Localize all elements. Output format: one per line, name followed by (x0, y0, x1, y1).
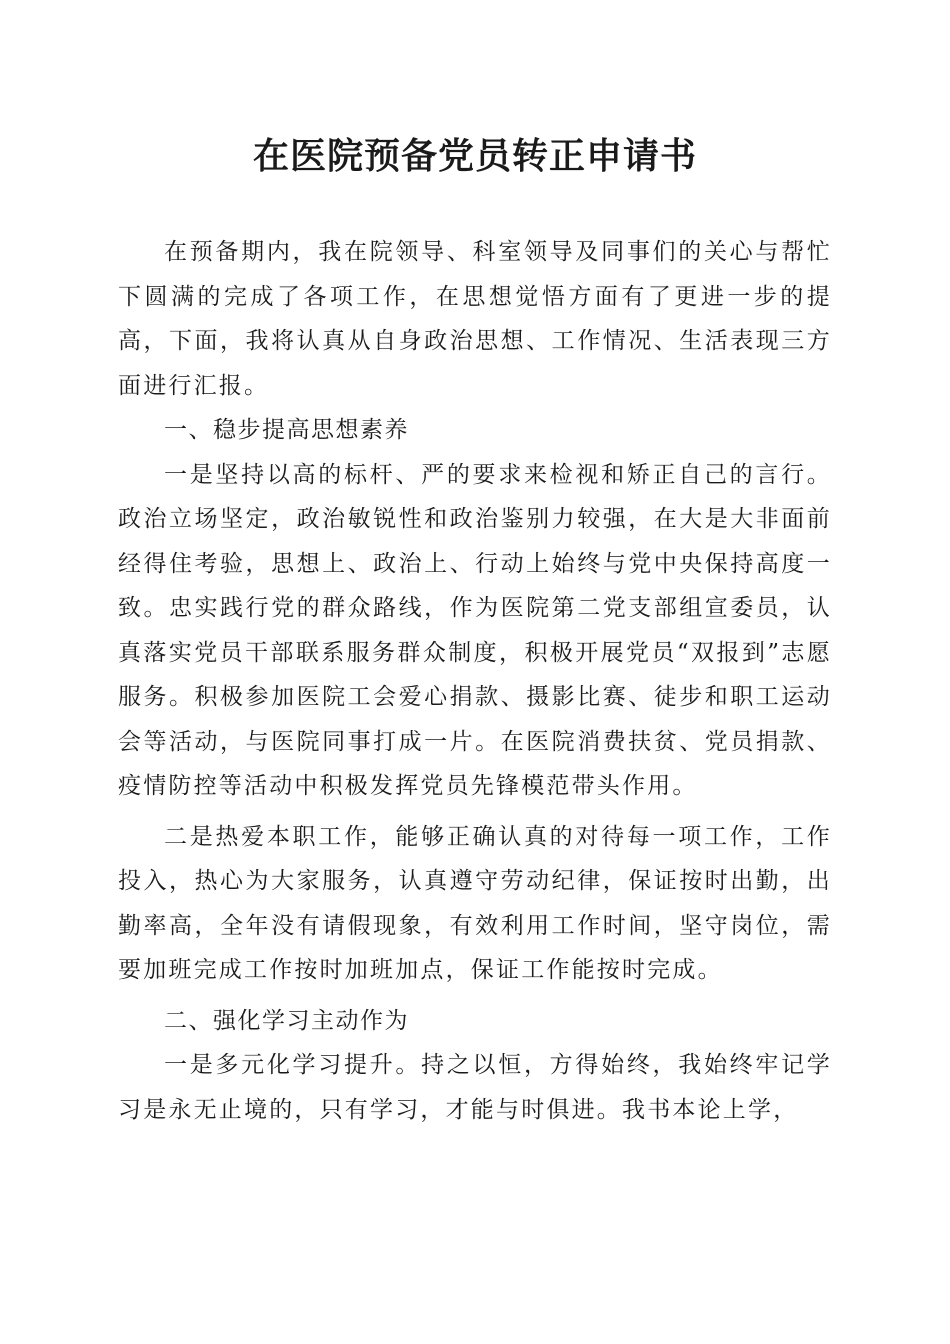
document-title: 在医院预备党员转正申请书 (252, 135, 697, 177)
section-1-paragraph-1: 一是坚持以高的标杆、严的要求来检视和矫正自己的言行。政治立场坚定，政治敏锐性和政治鉴别力较强，在大是大非面前经得住考验，思想上、政治上、行动上始终与党中央保持高度一致。忠实践行党的群众路线，作为医院第二党支部组宣委员，认真落实党员干部联系服务群众制度，积极开展党员“双报到”志愿服务。积极参加医院工会爱心捐款、摄影比赛、徒步和职工运动会等活动，与医院同事打成一片。在医院消费扶贫、党员捐款、疫情防控等活动中积极发挥党员先锋模范带头作用。 (118, 461, 832, 799)
intro-paragraph: 在预备期内，我在院领导、科室领导及同事们的关心与帮忙下圆满的完成了各项工作，在思想觉悟方面有了更进一步的提高，下面，我将认真从自身政治思想、工作情况、生活表现三方面进行汇报。 (118, 239, 832, 399)
section-1-heading: 一、稳步提高思想素养 (164, 417, 409, 443)
document-body (118, 230, 832, 1132)
section-1-paragraph-2: 二是热爱本职工作，能够正确认真的对待每一项工作，工作投入，热心为大家服务，认真遵守劳动纪律，保证按时出勤，出勤率高，全年没有请假现象，有效利用工作时间，坚守岗位，需要加班完成工作按时加班加点，保证工作能按时完成。 (118, 823, 832, 983)
section-2-heading: 二、强化学习主动作为 (164, 1007, 409, 1034)
section-2-paragraph-1: 一是多元化学习提升。持之以恒，方得始终，我始终牢记学习是永无止境的，只有学习，才能与时俱进。我书本论上学， (118, 1052, 832, 1123)
